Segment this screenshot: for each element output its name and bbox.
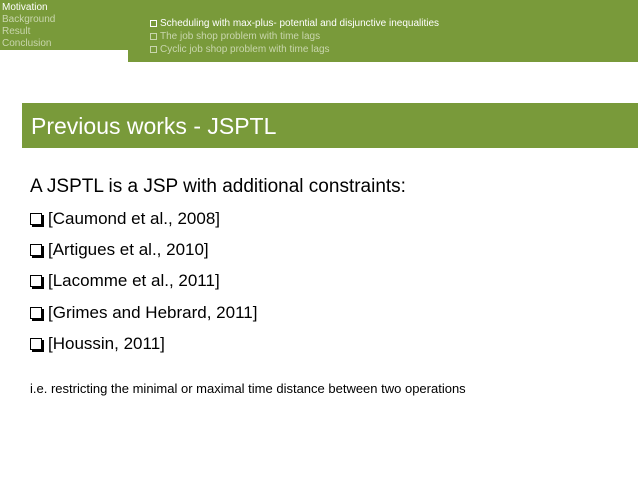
slide-title: Previous works - JSPTL [31, 113, 277, 139]
lead-text: A JSPTL is a JSP with additional constraints: [30, 176, 406, 197]
checkbox-icon [30, 275, 42, 287]
reference-item [30, 239, 209, 261]
note-text: i.e. restricting the minimal or maximal time distance between two operations [30, 381, 466, 396]
reference-label: [Grimes and Hebrard, 2011] [48, 303, 258, 322]
reference-item [30, 208, 220, 230]
nav-item-background[interactable]: Background [2, 14, 56, 25]
outline-item-cyclic-job-shop[interactable] [150, 44, 330, 56]
outline-item-label: The job shop problem with time lags [160, 31, 321, 42]
slide-title-bar [22, 103, 638, 148]
reference-item [30, 270, 220, 292]
outline-item-scheduling[interactable] [150, 18, 439, 30]
checkbox-icon [150, 33, 157, 40]
checkbox-icon [30, 213, 42, 225]
nav-item-conclusion[interactable]: Conclusion [2, 38, 52, 49]
nav-item-result[interactable]: Result [2, 26, 31, 37]
checkbox-icon [30, 307, 42, 319]
checkbox-icon [150, 46, 157, 53]
outline-item-job-shop[interactable] [150, 31, 320, 43]
checkbox-icon [150, 20, 157, 27]
reference-label: [Lacomme et al., 2011] [48, 271, 220, 290]
reference-item [30, 302, 257, 324]
reference-label: [Houssin, 2011] [48, 334, 165, 353]
reference-label: [Artigues et al., 2010] [48, 240, 209, 259]
checkbox-icon [30, 338, 42, 350]
nav-divider [0, 50, 128, 62]
reference-item [30, 333, 165, 355]
outline-item-label: Cyclic job shop problem with time lags [160, 44, 330, 55]
reference-label: [Caumond et al., 2008] [48, 209, 221, 228]
nav-item-motivation[interactable]: Motivation [2, 2, 48, 13]
outline-item-label: Scheduling with max-plus- potential and disjunctive inequalities [160, 18, 440, 29]
checkbox-icon [30, 244, 42, 256]
